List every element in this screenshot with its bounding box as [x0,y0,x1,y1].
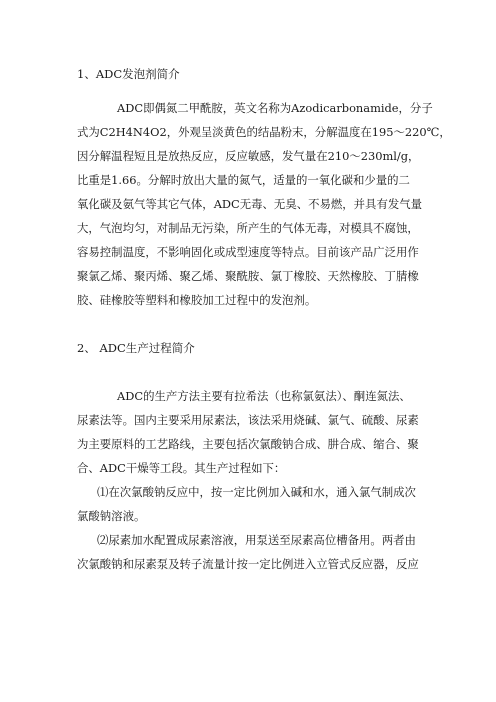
section-2-line: ADC的生产方法主要有拉希法（也称氯氨法）、酮连氮法、 [117,389,411,403]
section-1-line: ADC即偶氮二甲酰胺，英文名称为Azodicarbonamide，分子 [117,101,433,115]
section-1-line: 因分解温程短且是放热反应，反应敏感，发气量在210～230ml/g， [77,149,420,163]
section-1-line: 聚氯乙烯、聚丙烯、聚乙烯、聚酰胺、氯丁橡胶、天然橡胶、丁腈橡 [77,269,419,283]
section-1-line: 比重是1.66。分解时放出大量的氮气，适量的一氧化碳和少量的二 [77,173,410,187]
section-2-heading: 2、 ADC生产过程简介 [77,341,195,355]
section-1-line: 氧化碳及氨气等其它气体，ADC无毒、无臭、不易燃，并具有发气量 [77,197,423,211]
section-2-line: 尿素法等。国内主要采用尿素法，该法采用烧碱、氯气、硫酸、尿素 [77,413,419,427]
process-step-2-line: ⑵尿素加水配置成尿素溶液，用泵送至尿素高位槽备用。两者由 [97,533,416,547]
section-2-line: 合、ADC干燥等工段。其生产过程如下： [77,461,286,475]
section-2-line: 为主要原料的工艺路线，主要包括次氯酸钠合成、肼合成、缩合、聚 [77,437,419,451]
section-1-line: 容易控制温度，不影响固化或成型速度等特点。目前该产品广泛用作 [77,245,419,259]
section-1-line: 大，气泡均匀，对制品无污染，所产生的气体无毒，对模具不腐蚀， [77,221,419,235]
section-1-line: 胶、硅橡胶等塑料和橡胶加工过程中的发泡剂。 [77,293,317,307]
process-step-2-line: 次氯酸钠和尿素泵及转子流量计按一定比例进入立管式反应器，反应 [77,557,419,571]
process-step-1-line: ⑴在次氯酸钠反应中，按一定比例加入碱和水，通入氯气制成次 [97,485,416,499]
section-1-line: 式为C2H4N4O2，外观呈淡黄色的结晶粉末，分解温度在195～220℃， [77,125,451,139]
section-1-heading: 1、ADC发泡剂简介 [77,67,180,81]
process-step-1-line: 氯酸钠溶液。 [77,509,146,523]
